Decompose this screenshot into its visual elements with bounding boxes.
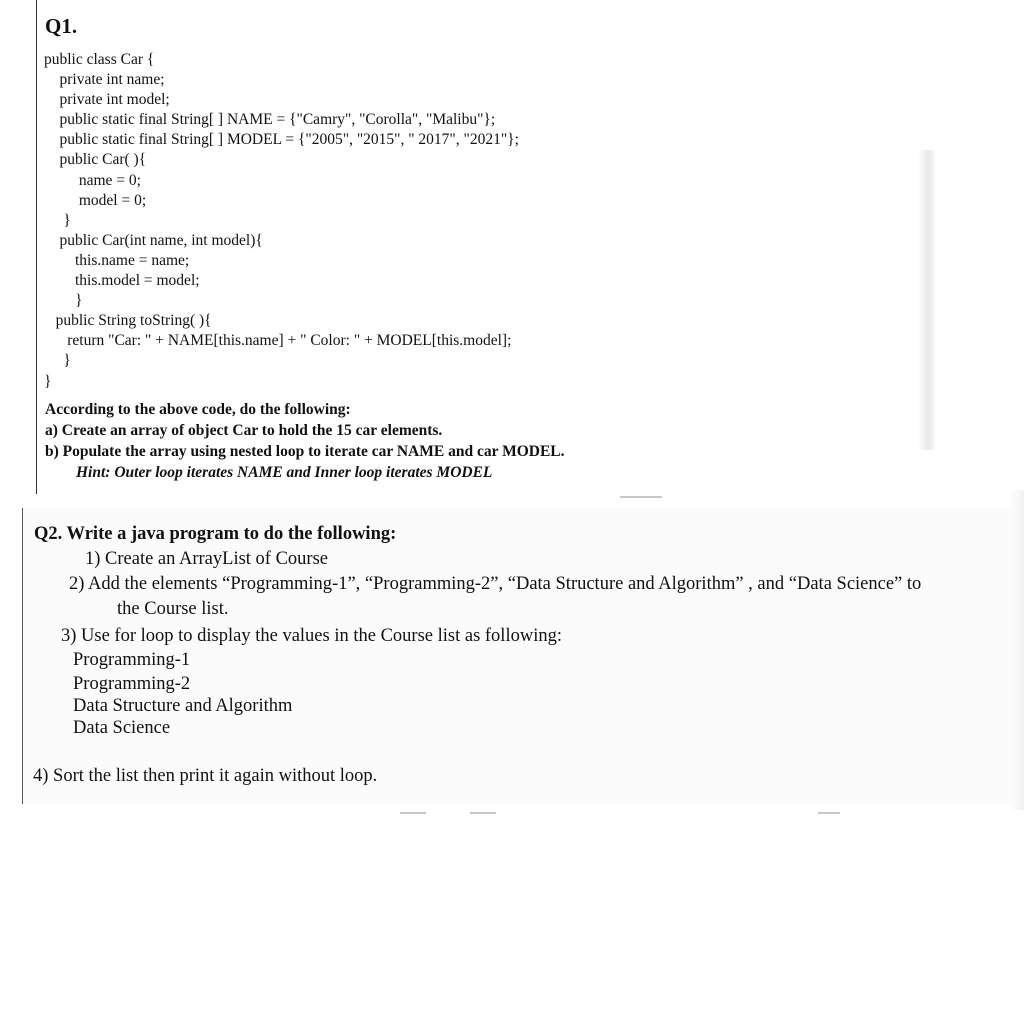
code-line: }: [44, 372, 52, 390]
instruction-hint: Hint: Outer loop iterates NAME and Inner loop iterates MODEL: [76, 464, 493, 481]
step-3: 3) Use for loop to display the values in the Course list as following:: [61, 626, 562, 646]
code-line: public class Car {: [44, 51, 155, 68]
output-line: Programming-2: [73, 674, 191, 694]
question-1-title: Q1.: [45, 14, 78, 38]
step-1: 1) Create an ArrayList of Course: [85, 549, 328, 569]
question-1-block: [36, 0, 937, 494]
instruction-b: b) Populate the array using nested loop to iterate car NAME and car MODEL.: [45, 443, 565, 460]
divider: [818, 812, 840, 814]
output-line: Data Science: [73, 718, 171, 738]
code-line: this.name = name;: [44, 251, 190, 269]
code-line: public static final String[ ] MODEL = {"2005", "2015", " 2017", "2021"};: [44, 131, 519, 149]
divider: [400, 812, 426, 814]
code-line: return "Car: " + NAME[this.name] + " Color: " + MODEL[this.model];: [44, 332, 512, 350]
divider: [470, 812, 496, 814]
step-4: 4) Sort the list then print it again without loop.: [33, 766, 378, 786]
code-line: model = 0;: [44, 191, 147, 209]
code-line: public Car(int name, int model){: [44, 231, 263, 249]
code-line: private int model;: [44, 91, 170, 109]
code-line: }: [44, 352, 71, 370]
output-line: Programming-1: [73, 650, 191, 670]
divider: [620, 496, 662, 498]
output-line: Data Structure and Algorithm: [73, 696, 293, 716]
code-line: name = 0;: [44, 171, 141, 189]
code-line: private int name;: [44, 71, 165, 89]
step-2: 2) Add the elements “Programming-1”, “Programming-2”, “Data Structure and Algorithm” , and “Data Science” to: [69, 574, 922, 594]
code-line: this.model = model;: [44, 272, 200, 290]
code-line: public static final String[ ] NAME = {"Camry", "Corolla", "Malibu"};: [44, 111, 496, 129]
code-listing: [44, 50, 519, 392]
instruction-a: a) Create an array of object Car to hold the 15 car elements.: [45, 422, 443, 439]
question-1-instructions: [45, 399, 565, 483]
code-line: }: [44, 292, 83, 310]
step-2-continued: the Course list.: [117, 599, 229, 619]
instructions-intro: According to the above code, do the following:: [45, 401, 351, 418]
question-2-title: Q2. Write a java program to do the following:: [34, 524, 397, 544]
code-line: public Car( ){: [44, 151, 147, 169]
question-2-block: [22, 508, 1013, 804]
code-line: public String toString( ){: [44, 312, 212, 330]
code-line: }: [44, 211, 71, 229]
scan-shadow: [918, 150, 934, 450]
